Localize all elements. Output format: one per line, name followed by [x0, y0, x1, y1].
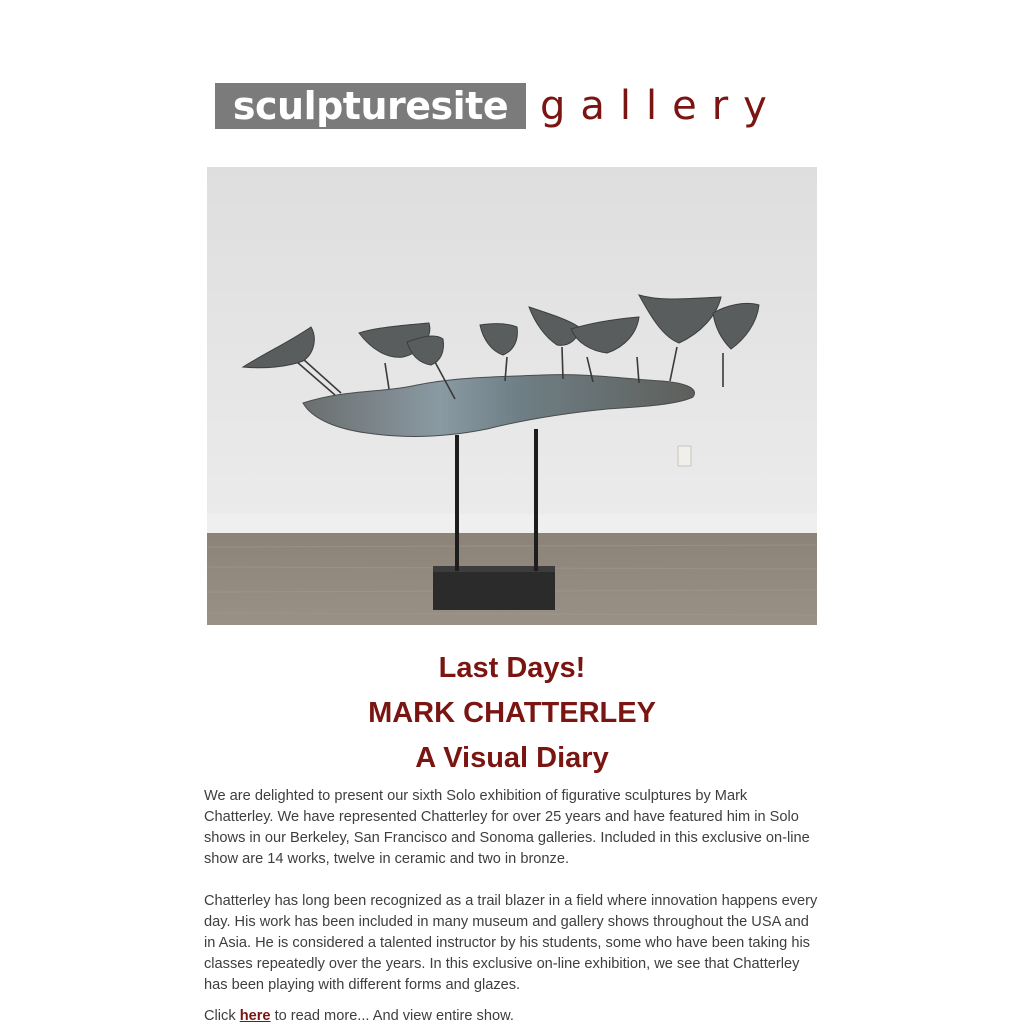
- cta-suffix: to read more... And view entire show.: [270, 1008, 514, 1024]
- exhibition-description: [204, 786, 820, 1024]
- artist-name-heading: MARK CHATTERLEY: [368, 697, 656, 729]
- logo-word: gallery: [540, 83, 782, 129]
- show-title-heading: A Visual Diary: [415, 742, 609, 774]
- cta-prefix: Click: [204, 1008, 240, 1024]
- gallery-logo[interactable]: [215, 83, 800, 129]
- last-days-heading: Last Days!: [438, 652, 586, 684]
- logo-boxed-text: sculpturesite: [215, 83, 526, 129]
- read-more-link[interactable]: here: [239, 1008, 271, 1024]
- hero-image[interactable]: [207, 167, 817, 625]
- exhibition-headings: [204, 646, 820, 781]
- cta-line: [204, 1006, 820, 1024]
- bio-paragraph: Chatterley has long been recognized as a trail blazer in a field where innovation happens every day. His work has been included in many museum and gallery shows throughout the USA and in Asia. He is considered a talented instructor by his students, some who have been taking his classes repeatedly over the years. In this exclusive on-line exhibition, we see that Chatterley has been playing with different forms and glazes.: [204, 893, 818, 993]
- intro-paragraph: We are delighted to present our sixth Solo exhibition of figurative sculptures by Mark Chatterley. We have represented Chatterley for over 25 years and have featured him in Solo shows in our Berkeley, San Francisco and Sonoma galleries. Included in this exclusive on-line show are 14 works, twelve in ceramic and two in bronze.: [204, 788, 810, 867]
